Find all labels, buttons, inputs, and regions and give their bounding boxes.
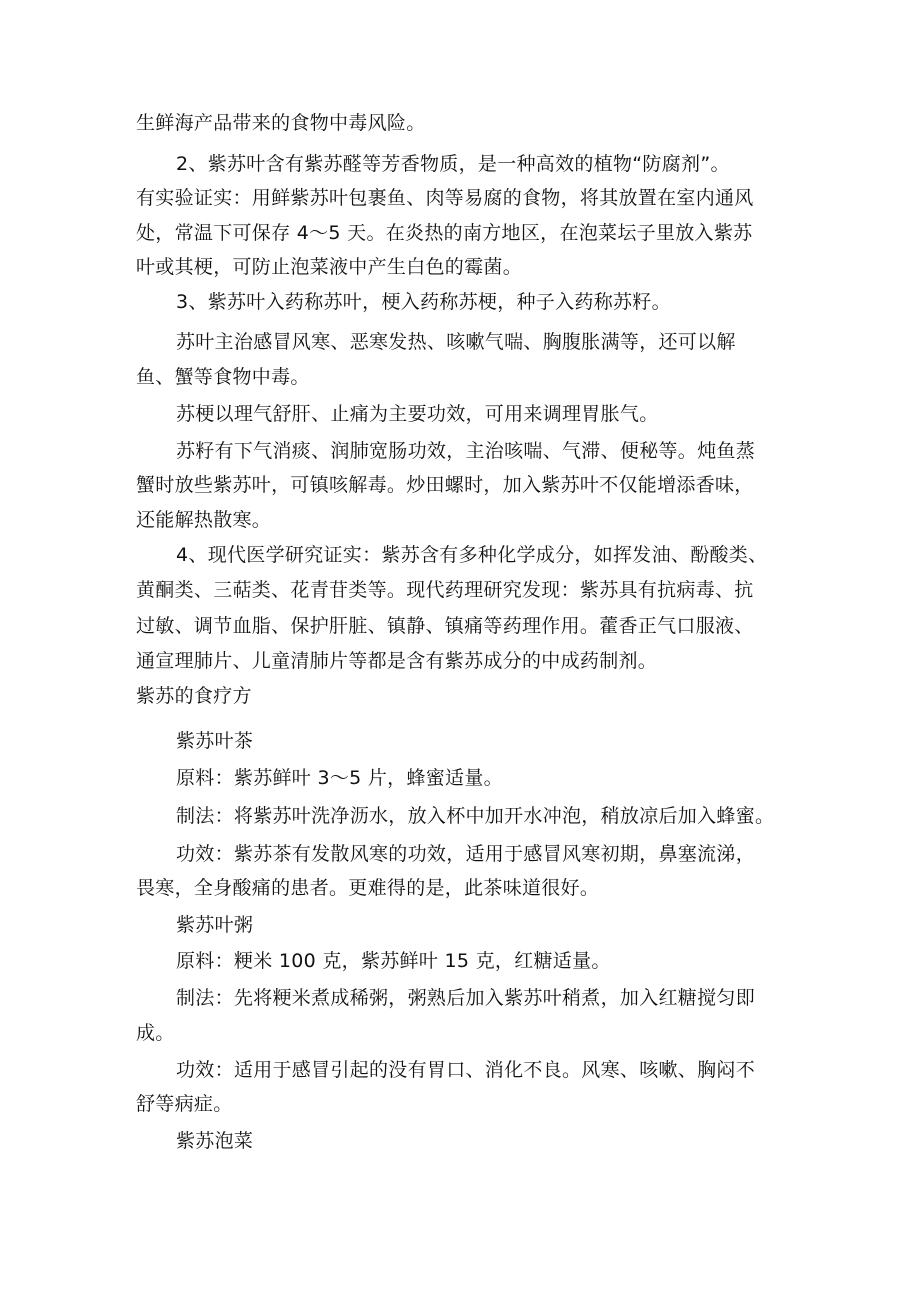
section-heading: 紫苏的食疗方 — [136, 685, 252, 707]
text-line: 通宣理肺片、儿童清肺片等都是含有紫苏成分的中成药制剂。 — [136, 650, 658, 672]
text-line: 功效：紫苏茶有发散风寒的功效，适用于感冒风寒初期，鼻塞流涕， — [176, 843, 756, 865]
text-line: 成。 — [136, 1022, 175, 1044]
text-line: 蟹时放些紫苏叶，可镇咳解毒。炒田螺时，加入紫苏叶不仅能增添香味， — [136, 474, 754, 496]
text-line: 原料：粳米 100 克，紫苏鲜叶 15 克，红糖适量。 — [176, 950, 611, 972]
text-line: 叶或其梗，可防止泡菜液中产生白色的霉菌。 — [136, 256, 523, 278]
text-line: 4、现代医学研究证实：紫苏含有多种化学成分，如挥发油、酚酸类、 — [176, 544, 768, 566]
text-line: 黄酮类、三萜类、花青苷类等。现代药理研究发现：紫苏具有抗病毒、抗 — [136, 579, 754, 601]
text-line: 还能解热散寒。 — [136, 509, 272, 531]
text-line: 鱼、蟹等食物中毒。 — [136, 366, 310, 388]
text-line: 舒等病症。 — [136, 1093, 233, 1115]
recipe-title: 紫苏叶粥 — [176, 914, 254, 936]
text-line: 功效：适用于感冒引起的没有胃口、消化不良。风寒、咳嗽、胸闷不 — [176, 1059, 756, 1081]
text-line: 有实验证实：用鲜紫苏叶包裹鱼、肉等易腐的食物，将其放置在室内通风 — [136, 187, 754, 209]
text-line: 3、紫苏叶入药称苏叶，梗入药称苏梗，种子入药称苏籽。 — [176, 291, 671, 313]
recipe-title: 紫苏叶茶 — [176, 730, 254, 752]
text-line: 苏梗以理气舒肝、止痛为主要功效，可用来调理胃胀气。 — [176, 403, 659, 425]
text-line: 处，常温下可保存 4～5 天。在炎热的南方地区，在泡菜坛子里放入紫苏 — [136, 222, 753, 244]
text-line: 2、紫苏叶含有紫苏醛等芳香物质，是一种高效的植物“防腐剂”。 — [176, 153, 730, 175]
text-line: 畏寒，全身酸痛的患者。更难得的是，此茶味道很好。 — [136, 877, 600, 899]
recipe-title: 紫苏泡菜 — [176, 1130, 254, 1152]
text-line: 过敏、调节血脂、保护肝脏、镇静、镇痛等药理作用。藿香正气口服液、 — [136, 615, 754, 637]
text-line: 制法：将紫苏叶洗净沥水，放入杯中加开水冲泡，稍放凉后加入蜂蜜。 — [176, 805, 775, 827]
text-line: 原料：紫苏鲜叶 3～5 片，蜂蜜适量。 — [176, 767, 503, 789]
text-line: 苏叶主治感冒风寒、恶寒发热、咳嗽气喘、胸腹胀满等，还可以解 — [176, 331, 736, 353]
text-line: 生鲜海产品带来的食物中毒风险。 — [136, 112, 426, 134]
text-line: 制法：先将粳米煮成稀粥，粥熟后加入紫苏叶稍煮，加入红糖搅匀即 — [176, 987, 756, 1009]
text-line: 苏籽有下气消痰、润肺宽肠功效，主治咳喘、气滞、便秘等。炖鱼蒸 — [176, 440, 756, 462]
